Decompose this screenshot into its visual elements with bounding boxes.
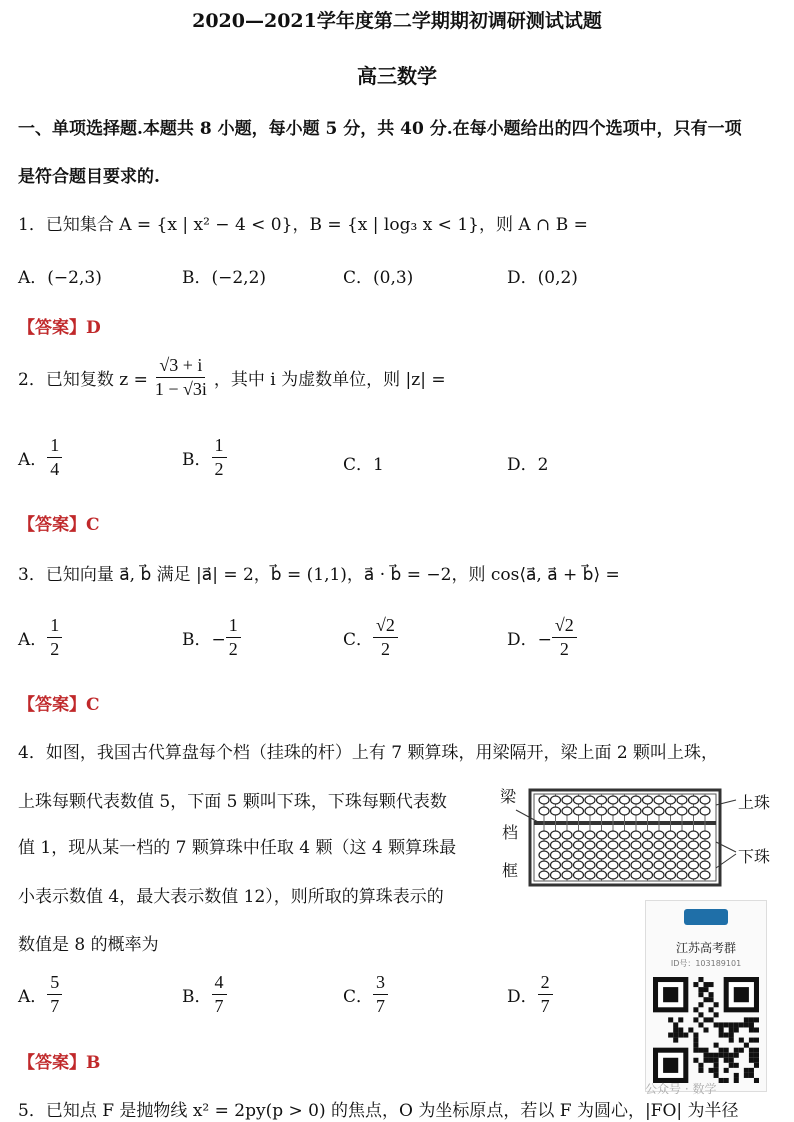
q4-option-c [343, 972, 388, 1016]
abacus-lower-bead [551, 841, 561, 849]
abacus-figure [500, 780, 790, 895]
abacus-lower-bead [574, 831, 584, 839]
q3-option-a-den: 2 [50, 638, 60, 659]
abacus-lower-bead [643, 841, 653, 849]
question-4-line4: 小表示数值 4，最大表示数值 12），则所取的算珠表示的 [18, 887, 444, 907]
abacus-lower-bead [562, 851, 572, 859]
abacus-lower-bead [574, 861, 584, 869]
watermark: 公众号 · 数学 [645, 1082, 717, 1096]
wechat-qr-card[interactable] [645, 900, 767, 1092]
abacus-lower-bead [666, 871, 676, 879]
q3-option-a-label: A． [18, 629, 48, 650]
abacus-upper-bead [574, 796, 584, 804]
q2-option-a-num: 1 [47, 435, 62, 458]
q4-option-a-num: 5 [47, 972, 62, 995]
abacus-lower-bead [562, 871, 572, 879]
q3-option-b [182, 615, 241, 659]
abacus-lower-bead [620, 851, 630, 859]
abacus-lower-bead [562, 841, 572, 849]
abacus-lower-bead [666, 861, 676, 869]
q3-option-d [507, 615, 577, 659]
question-5-stem: 5．已知点 F 是抛物线 x² = 2py(p > 0) 的焦点，O 为坐标原点，若以 F 为圆心，|FO| 为半径 [18, 1101, 739, 1121]
abacus-lower-bead [677, 831, 687, 839]
q1-option-b: B．(−2,2) [182, 268, 267, 288]
abacus-lower-bead [574, 841, 584, 849]
abacus-label-dang: 档 [502, 823, 519, 842]
abacus-upper-bead [700, 796, 710, 804]
q1-answer: 【答案】D [18, 318, 101, 338]
abacus-upper-bead [551, 807, 561, 815]
q4-answer: 【答案】B [18, 1053, 101, 1073]
abacus-upper-bead [562, 807, 572, 815]
abacus-upper-bead [677, 796, 687, 804]
abacus-lower-bead [700, 861, 710, 869]
q3-answer: 【答案】C [18, 695, 100, 715]
abacus-upper-bead [654, 807, 664, 815]
q2-fraction [152, 355, 210, 399]
abacus-lower-bead [654, 831, 664, 839]
q2-stem-suffix: ，其中 i 为虚数单位，则 |z| = [213, 369, 446, 390]
q1-option-a: A．(−2,3) [18, 268, 102, 288]
abacus-lower-bead [539, 871, 549, 879]
q1-option-c: C．(0,3) [343, 268, 414, 288]
q2-denominator: 1 − √3i [154, 378, 207, 399]
abacus-lower-bead [631, 831, 641, 839]
q4-option-b-den: 7 [214, 995, 224, 1016]
document-title: 2020—2021学年度第二学期期初调研测试试题 [192, 10, 602, 32]
abacus-lower-bead [689, 871, 699, 879]
abacus-lower-bead [597, 831, 607, 839]
abacus-upper-bead [689, 807, 699, 815]
abacus-lower-bead [585, 861, 595, 869]
abacus-lower-bead [620, 861, 630, 869]
q4-option-a-label: A． [18, 986, 48, 1007]
q2-option-c: C．1 [343, 455, 384, 475]
abacus-upper-bead [631, 796, 641, 804]
abacus-lower-bead [654, 861, 664, 869]
abacus-upper-bead [620, 796, 630, 804]
section-heading-line2: 是符合题目要求的. [18, 167, 160, 187]
abacus-lower-bead [608, 861, 618, 869]
abacus-lower-bead [562, 831, 572, 839]
q2-numerator: √3 + i [156, 355, 205, 378]
abacus-lower-bead [677, 851, 687, 859]
q3-option-a [18, 615, 62, 659]
q2-option-b-den: 2 [214, 458, 224, 479]
abacus-lower-bead [620, 871, 630, 879]
q4-option-c-label: C． [343, 986, 374, 1007]
q2-option-a-den: 4 [50, 458, 60, 479]
abacus-lower-bead [631, 861, 641, 869]
q4-option-c-num: 3 [373, 972, 388, 995]
abacus-lower-bead [631, 841, 641, 849]
abacus-lower-bead [585, 841, 595, 849]
abacus-lower-bead [620, 831, 630, 839]
q2-option-b [182, 435, 227, 479]
abacus-lower-bead [620, 841, 630, 849]
q4-option-b-label: B． [182, 986, 212, 1007]
abacus-lower-bead [700, 831, 710, 839]
abacus-lower-bead [689, 841, 699, 849]
abacus-lower-bead [654, 851, 664, 859]
abacus-upper-bead [597, 796, 607, 804]
abacus-lower-bead [597, 851, 607, 859]
q4-option-d-den: 7 [540, 995, 550, 1016]
abacus-label-kuang: 框 [502, 861, 519, 880]
abacus-lower-bead [677, 871, 687, 879]
q2-option-d: D．2 [507, 455, 549, 475]
abacus-lower-bead [666, 841, 676, 849]
q4-option-a-den: 7 [50, 995, 60, 1016]
abacus-lower-bead [608, 841, 618, 849]
abacus-lower-bead [539, 861, 549, 869]
abacus-lower-bead [689, 861, 699, 869]
q2-option-a [18, 435, 62, 479]
abacus-lower-bead [585, 871, 595, 879]
abacus-upper-bead [677, 807, 687, 815]
abacus-lower-bead [666, 831, 676, 839]
q3-option-c-num: √2 [373, 615, 398, 638]
card-id: ID号：103189101 [670, 959, 742, 968]
q3-option-b-den: 2 [228, 638, 238, 659]
abacus-lower-bead [551, 851, 561, 859]
abacus-upper-bead [700, 807, 710, 815]
q4-option-b-num: 4 [212, 972, 227, 995]
q3-option-c-label: C． [343, 629, 374, 650]
abacus-upper-bead [631, 807, 641, 815]
abacus-lower-bead [643, 861, 653, 869]
question-3-stem: 3．已知向量 a⃗, b⃗ 满足 |a⃗| = 2，b⃗ = (1,1)，a⃗ · b⃗ = −2，则 cos⟨a⃗, a⃗ + b⃗⟩ = [18, 565, 620, 585]
abacus-lower-bead [551, 871, 561, 879]
abacus-lower-bead [574, 851, 584, 859]
abacus-lower-bead [654, 871, 664, 879]
q3-option-b-num: 1 [226, 615, 241, 638]
q2-option-a-label: A． [18, 449, 48, 470]
q3-option-a-num: 1 [47, 615, 62, 638]
abacus-lower-bead [700, 841, 710, 849]
abacus-upper-bead [643, 807, 653, 815]
q4-option-d [507, 972, 553, 1016]
question-2-stem [18, 355, 446, 399]
abacus-upper-bead [562, 796, 572, 804]
abacus-upper-bead [620, 807, 630, 815]
q3-option-c [343, 615, 398, 659]
abacus-lower-bead [597, 861, 607, 869]
abacus-upper-bead [689, 796, 699, 804]
section-heading-line1: 一、单项选择题.本题共 8 小题，每小题 5 分，共 40 分.在每小题给出的四个选项中，只有一项 [18, 119, 742, 139]
abacus-lower-bead [597, 871, 607, 879]
card-logo [684, 909, 728, 925]
abacus-lower-bead [643, 851, 653, 859]
abacus-lower-bead [654, 841, 664, 849]
q4-option-c-den: 7 [376, 995, 386, 1016]
abacus-upper-bead [608, 796, 618, 804]
abacus-lower-bead [597, 841, 607, 849]
q3-option-d-label: D．− [507, 629, 552, 650]
q4-option-a [18, 972, 62, 1016]
abacus-upper-bead [608, 807, 618, 815]
question-4-line2: 上珠每颗代表数值 5，下面 5 颗叫下珠，下珠每颗代表数 [18, 792, 447, 812]
abacus-lower-bead [539, 841, 549, 849]
abacus-lower-bead [585, 831, 595, 839]
abacus-upper-bead [574, 807, 584, 815]
question-4-line3: 值 1，现从某一档的 7 颗算珠中任取 4 颗（这 4 颗算珠最 [18, 838, 457, 858]
q3-option-c-den: 2 [380, 638, 390, 659]
abacus-label-upper: 上珠 [738, 793, 771, 812]
abacus-upper-bead [666, 796, 676, 804]
card-name: 江苏高考群 [675, 941, 736, 955]
abacus-lower-bead [666, 851, 676, 859]
abacus-upper-bead [539, 807, 549, 815]
abacus-upper-bead [551, 796, 561, 804]
abacus-upper-bead [585, 807, 595, 815]
abacus-upper-bead [597, 807, 607, 815]
abacus-lower-bead [608, 851, 618, 859]
q2-stem-prefix: 2．已知复数 z = [18, 369, 148, 390]
abacus-lower-bead [585, 851, 595, 859]
abacus-lower-bead [551, 861, 561, 869]
abacus-upper-bead [666, 807, 676, 815]
q3-option-d-den: 2 [559, 638, 569, 659]
q4-option-d-num: 2 [538, 972, 553, 995]
abacus-lower-bead [562, 861, 572, 869]
abacus-lower-bead [608, 871, 618, 879]
abacus-lower-bead [539, 851, 549, 859]
abacus-upper-bead [585, 796, 595, 804]
qr-code-icon [653, 977, 759, 1083]
subject-title: 高三数学 [357, 64, 437, 88]
abacus-label-liang: 梁 [500, 787, 517, 806]
question-4-line5: 数值是 8 的概率为 [18, 935, 159, 955]
abacus-lower-bead [700, 871, 710, 879]
abacus-lower-bead [574, 871, 584, 879]
abacus-lower-bead [677, 861, 687, 869]
abacus-lower-bead [689, 831, 699, 839]
q2-answer: 【答案】C [18, 515, 100, 535]
abacus-lower-bead [631, 871, 641, 879]
abacus-lower-bead [643, 871, 653, 879]
q4-option-d-label: D． [507, 986, 538, 1007]
abacus-lower-bead [689, 851, 699, 859]
abacus-lower-bead [631, 851, 641, 859]
abacus-lower-bead [700, 851, 710, 859]
abacus-upper-bead [654, 796, 664, 804]
abacus-lower-bead [643, 831, 653, 839]
q3-option-d-num: √2 [552, 615, 577, 638]
q2-option-b-num: 1 [212, 435, 227, 458]
q1-option-d: D．(0,2) [507, 268, 578, 288]
abacus-upper-bead [539, 796, 549, 804]
abacus-lower-bead [551, 831, 561, 839]
q4-option-b [182, 972, 227, 1016]
abacus-upper-bead [643, 796, 653, 804]
abacus-lower-bead [539, 831, 549, 839]
abacus-lower-bead [677, 841, 687, 849]
question-4-line1: 4．如图，我国古代算盘每个档（挂珠的杆）上有 7 颗算珠，用梁隔开，梁上面 2 颗叫上珠， [18, 743, 719, 763]
q3-option-b-label: B．− [182, 629, 226, 650]
abacus-label-lower: 下珠 [738, 847, 771, 866]
abacus-lower-bead [608, 831, 618, 839]
q2-option-b-label: B． [182, 449, 212, 470]
question-1-stem: 1．已知集合 A = {x | x² − 4 < 0}，B = {x | log₃ x < 1}，则 A ∩ B = [18, 215, 588, 235]
